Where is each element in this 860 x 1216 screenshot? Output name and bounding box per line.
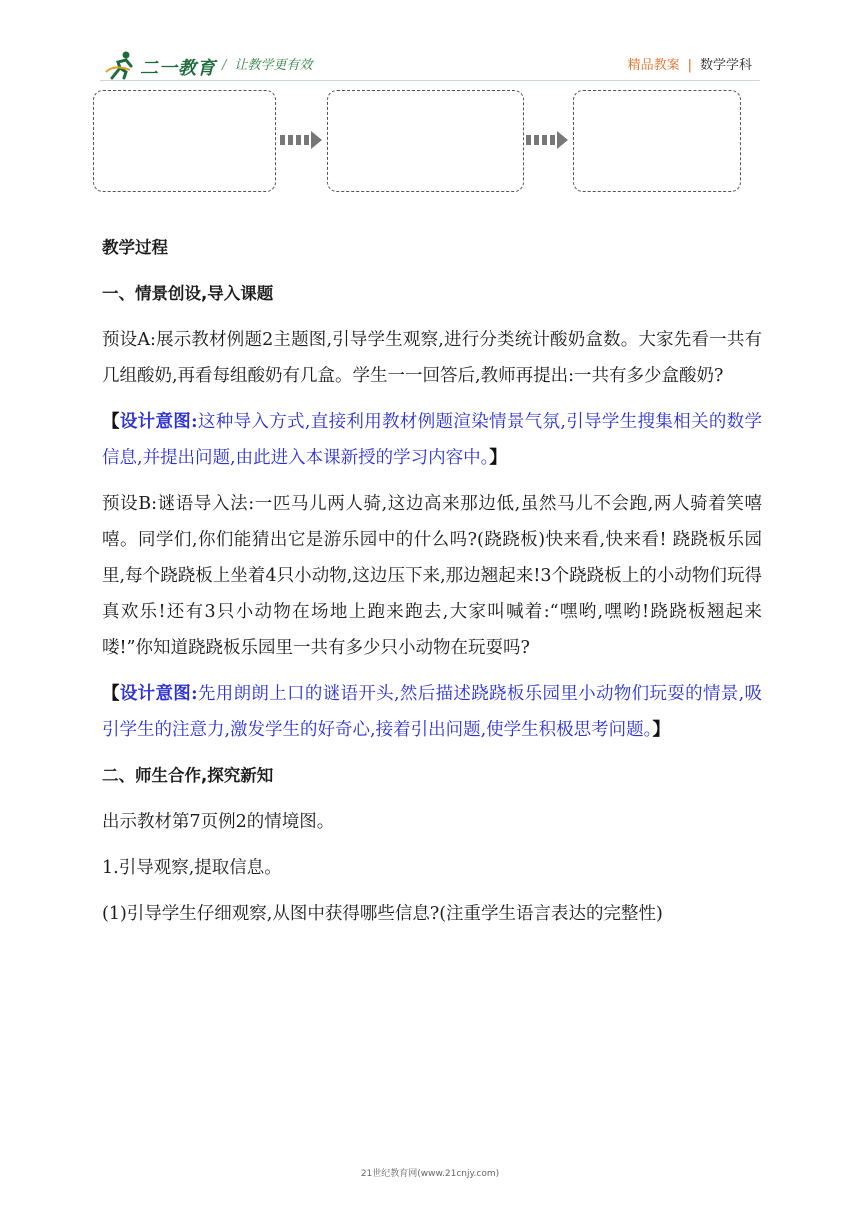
step-1-1: (1)引导学生仔细观察,从图中获得哪些信息?(注重学生语言表达的完整性) xyxy=(102,904,663,924)
line-show: 出示教材第7页例2的情境图。 xyxy=(102,812,335,832)
logo-text: 二一教育 xyxy=(140,58,216,79)
tag-premium: 精品教案 xyxy=(627,58,680,73)
header-divider xyxy=(100,80,760,81)
flow-box-2 xyxy=(327,90,524,192)
step-1: 1.引导观察,提取信息。 xyxy=(102,858,282,878)
logo xyxy=(104,50,234,82)
document-body xyxy=(102,230,762,942)
tag-subject: 数学学科 xyxy=(699,58,752,73)
header-tags: 精品教案 | 数学学科 xyxy=(627,58,752,73)
heading-process: 教学过程 xyxy=(102,238,168,257)
design-intent-2: 【设计意图:先用朗朗上口的谜语开头,然后描述跷跷板乐园里小动物们玩耍的情景,吸引学生的注意力,激发学生的好奇心,接着引出问题,使学生积极思考问题。】 xyxy=(102,684,762,740)
flow-arrow-2-icon xyxy=(526,131,570,149)
flow-box-3 xyxy=(573,90,741,192)
slogan: / 让教学更有效 xyxy=(222,58,313,73)
runner-icon xyxy=(104,50,138,80)
page-footer: 21世纪教育网(www.21cnjy.com) xyxy=(360,1169,500,1179)
page-header xyxy=(100,44,760,84)
preset-a: 预设A:展示教材例题2主题图,引导学生观察,进行分类统计酸奶盒数。大家先看一共有几组酸奶,再看每组酸奶有几盒。学生一一回答后,教师再提出:一共有多少盒酸奶? xyxy=(102,330,762,386)
preset-b: 预设B:谜语导入法:一匹马儿两人骑,这边高来那边低,虽然马儿不会跑,两人骑着笑嘻嘻。同学们,你们能猜出它是游乐园中的什么吗?(跷跷板)快来看,快来看! 跷跷板乐园里,每个跷跷板上坐着4只小动物,这边压下来,那边翘起来!3个跷跷板上的小动物们玩得真欢乐!还有3只小动物在场地上跑来跑去,大家叫喊着:“嘿哟,嘿哟!跷跷板翘起来喽!”你知道跷跷板乐园里一共有多少只小动物在玩耍吗? xyxy=(102,494,762,658)
design-intent-1: 【设计意图:这种导入方式,直接利用教材例题渲染情景气氛,引导学生搜集相关的数学信息,并提出问题,由此进入本课新授的学习内容中。】 xyxy=(102,412,762,468)
flow-arrow-1-icon xyxy=(280,131,324,149)
section1-title: 一、情景创设,导入课题 xyxy=(102,284,274,303)
section2-title: 二、师生合作,探究新知 xyxy=(102,766,274,785)
flow-box-1 xyxy=(93,90,276,192)
